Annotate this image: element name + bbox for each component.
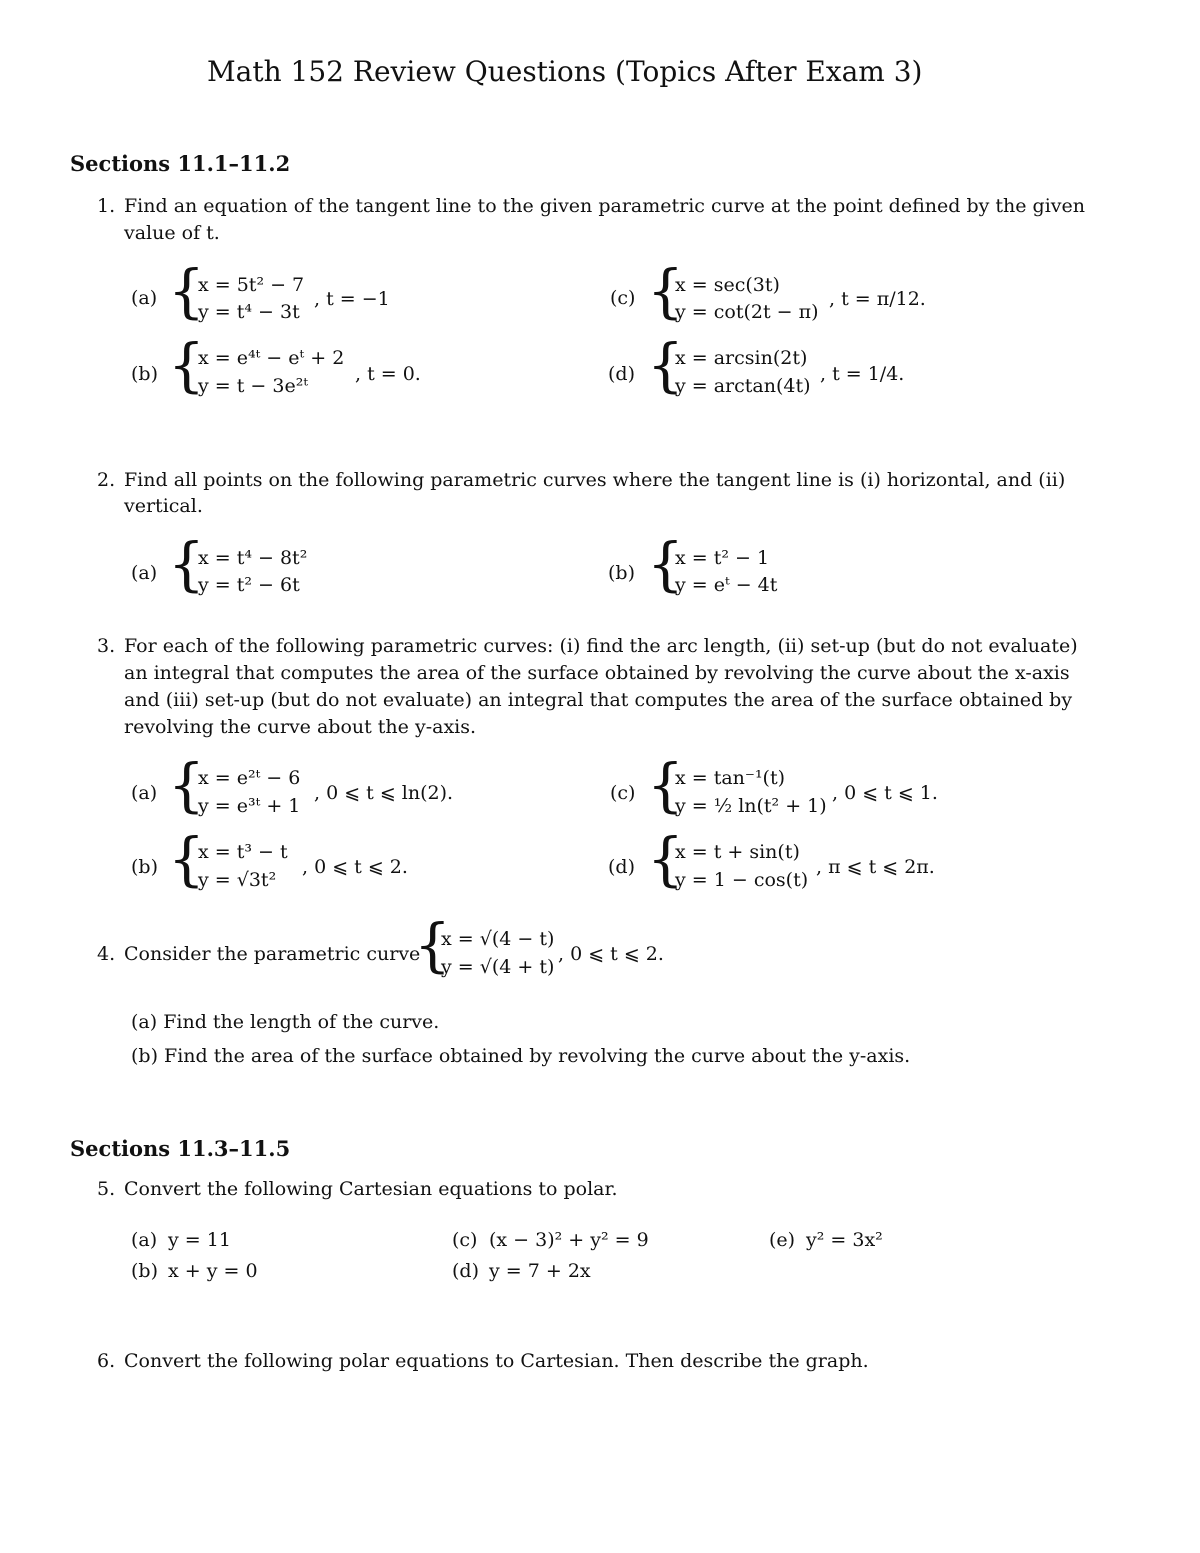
q1-number: 1. bbox=[97, 195, 116, 217]
q1c-cond: , t = π/12. bbox=[829, 288, 926, 310]
q5e-eq: y² = 3x² bbox=[806, 1229, 883, 1251]
q2-text-line1: Find all points on the following parametric curves where the tangent line is (i) horizontal, and (ii) bbox=[124, 469, 1066, 491]
q1c-y: y = cot(2t − π) bbox=[675, 301, 819, 323]
q3-text-line1: For each of the following parametric curves: (i) find the arc length, (ii) set-up (but do not evaluate) bbox=[124, 635, 1078, 657]
q3d-y: y = 1 − cos(t) bbox=[675, 869, 809, 891]
q3b-y: y = √3t² bbox=[198, 869, 277, 891]
q1a-y: y = t⁴ − 3t bbox=[198, 301, 300, 323]
q1b-cond: , t = 0. bbox=[355, 363, 421, 385]
brace-icon: { bbox=[168, 331, 205, 399]
brace-icon: { bbox=[168, 530, 205, 598]
brace-icon: { bbox=[414, 911, 451, 979]
brace-icon: { bbox=[168, 751, 205, 819]
q4-sub-b: (b) Find the area of the surface obtained by revolving the curve about the y-axis. bbox=[131, 1045, 911, 1067]
q1-text-line1: Find an equation of the tangent line to the given parametric curve at the point defined by the given bbox=[124, 195, 1085, 217]
q1a-cond: , t = −1 bbox=[314, 288, 390, 310]
q3a-label: (a) bbox=[131, 782, 158, 804]
q2a-x: x = t⁴ − 8t² bbox=[198, 547, 308, 569]
q1d-cond: , t = 1/4. bbox=[820, 363, 905, 385]
q2-number: 2. bbox=[97, 469, 116, 491]
brace-icon: { bbox=[647, 331, 684, 399]
q1c-label: (c) bbox=[610, 287, 636, 309]
q3d-cond: , π ⩽ t ⩽ 2π. bbox=[816, 856, 935, 878]
q5c-label: (c) bbox=[452, 1229, 478, 1251]
q2a-label: (a) bbox=[131, 562, 158, 584]
q2-text-line2: vertical. bbox=[124, 495, 203, 517]
brace-icon: { bbox=[647, 257, 684, 325]
q5b-label: (b) bbox=[131, 1260, 158, 1282]
q5-text: Convert the following Cartesian equations to polar. bbox=[124, 1178, 618, 1200]
q5a-eq: y = 11 bbox=[168, 1229, 231, 1251]
q4-x: x = √(4 − t) bbox=[441, 928, 555, 950]
q5d-label: (d) bbox=[452, 1260, 479, 1282]
q5c-eq: (x − 3)² + y² = 9 bbox=[489, 1229, 649, 1251]
q2b-y: y = eᵗ − 4t bbox=[675, 574, 778, 596]
brace-icon: { bbox=[168, 257, 205, 325]
q3a-cond: , 0 ⩽ t ⩽ ln(2). bbox=[314, 782, 454, 804]
q1b-y: y = t − 3e²ᵗ bbox=[198, 375, 309, 397]
q1a-x: x = 5t² − 7 bbox=[198, 274, 305, 296]
q2b-x: x = t² − 1 bbox=[675, 547, 770, 569]
q5a-label: (a) bbox=[131, 1229, 158, 1251]
q4-cond: , 0 ⩽ t ⩽ 2. bbox=[558, 943, 664, 965]
q4-y: y = √(4 + t) bbox=[441, 956, 555, 978]
brace-icon: { bbox=[168, 825, 205, 893]
brace-icon: { bbox=[647, 751, 684, 819]
q4-number: 4. bbox=[97, 943, 116, 965]
q2b-label: (b) bbox=[608, 562, 635, 584]
q3-text-line3: and (iii) set-up (but do not evaluate) an integral that computes the area of the surface obtained by bbox=[124, 689, 1073, 711]
q3b-cond: , 0 ⩽ t ⩽ 2. bbox=[302, 856, 408, 878]
q3c-y: y = ½ ln(t² + 1) bbox=[675, 795, 827, 817]
brace-icon: { bbox=[647, 530, 684, 598]
q3-number: 3. bbox=[97, 635, 116, 657]
q2a-y: y = t² − 6t bbox=[198, 574, 300, 596]
section-heading-2: Sections 11.3–11.5 bbox=[70, 1136, 291, 1161]
q5e-label: (e) bbox=[769, 1229, 796, 1251]
q1d-y: y = arctan(4t) bbox=[675, 375, 811, 397]
q1d-x: x = arcsin(2t) bbox=[675, 347, 808, 369]
q5-number: 5. bbox=[97, 1178, 116, 1200]
q5b-eq: x + y = 0 bbox=[168, 1260, 258, 1282]
q3-text-line4: revolving the curve about the y-axis. bbox=[124, 716, 477, 738]
brace-icon: { bbox=[647, 825, 684, 893]
q1b-label: (b) bbox=[131, 363, 158, 385]
q3b-label: (b) bbox=[131, 856, 158, 878]
q1c-x: x = sec(3t) bbox=[675, 274, 780, 296]
page-title: Math 152 Review Questions (Topics After Exam 3) bbox=[207, 55, 923, 88]
q3d-label: (d) bbox=[608, 856, 635, 878]
q3b-x: x = t³ − t bbox=[198, 841, 288, 863]
section-heading-1: Sections 11.1–11.2 bbox=[70, 151, 291, 176]
q3a-x: x = e²ᵗ − 6 bbox=[198, 767, 301, 789]
q3-text-line2: an integral that computes the area of the surface obtained by revolving the curve about the x-axis bbox=[124, 662, 1070, 684]
q6-text: Convert the following polar equations to Cartesian. Then describe the graph. bbox=[124, 1350, 869, 1372]
q1-text-line2: value of t. bbox=[124, 222, 220, 244]
q6-number: 6. bbox=[97, 1350, 116, 1372]
q3c-cond: , 0 ⩽ t ⩽ 1. bbox=[832, 782, 938, 804]
q4-sub-a: (a) Find the length of the curve. bbox=[131, 1011, 440, 1033]
q3c-label: (c) bbox=[610, 782, 636, 804]
q5d-eq: y = 7 + 2x bbox=[489, 1260, 591, 1282]
q3c-x: x = tan⁻¹(t) bbox=[675, 767, 786, 789]
q4-text: Consider the parametric curve bbox=[124, 943, 421, 965]
q1a-label: (a) bbox=[131, 287, 158, 309]
q3a-y: y = e³ᵗ + 1 bbox=[198, 795, 301, 817]
q1d-label: (d) bbox=[608, 363, 635, 385]
q3d-x: x = t + sin(t) bbox=[675, 841, 800, 863]
q1b-x: x = e⁴ᵗ − eᵗ + 2 bbox=[198, 347, 345, 369]
